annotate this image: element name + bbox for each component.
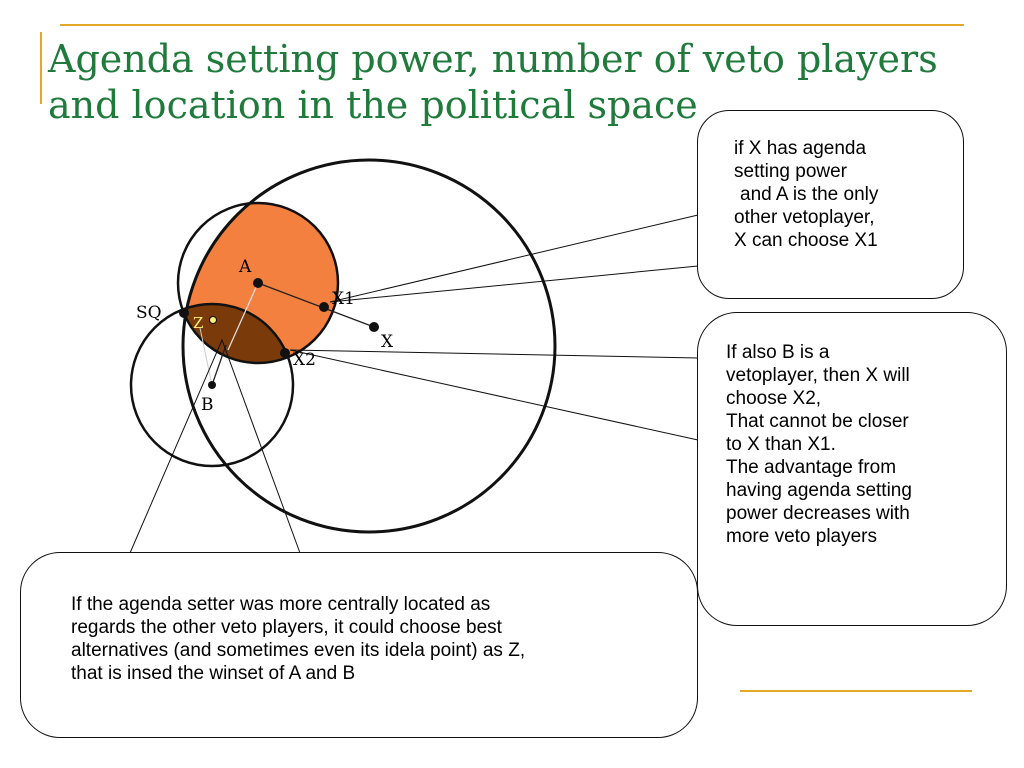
callout-right-line: more veto players [726, 526, 878, 547]
callout-bottom-line: alternatives (and sometimes even its idela point) as Z, [71, 640, 526, 661]
point-x1 [319, 302, 329, 312]
callout-right-line: If also B is a [726, 342, 830, 363]
callout-right-line: That cannot be closer [726, 411, 909, 432]
callout-top-line: X can choose X1 [734, 230, 878, 251]
callout-more-veto-players [697, 312, 1007, 626]
label-x1: X1 [332, 289, 355, 309]
callout-central-agenda-setter [20, 552, 698, 738]
label-x2: X2 [293, 350, 316, 370]
callout-bottom-line: If the agenda setter was more centrally located as [71, 594, 491, 615]
label-sq: SQ [136, 303, 162, 323]
callout-agenda-power [697, 110, 964, 299]
label-b: B [201, 395, 214, 415]
point-b [208, 381, 216, 389]
title-line-1: Agenda setting power, number of veto players [48, 37, 938, 81]
callout-right-line: choose X2, [726, 388, 822, 409]
point-z [210, 317, 217, 324]
callout-top-line: other vetoplayer, [734, 207, 875, 228]
title-line-2: and location in the political space [48, 83, 698, 127]
callout-top-line: if X has agenda [734, 138, 867, 159]
callout-right-line: to X than X1. [726, 434, 836, 455]
callout-right-line: The advantage from [726, 457, 897, 478]
point-a [253, 278, 263, 288]
callout-right-line: vetoplayer, then X will [726, 365, 910, 386]
point-sq [179, 308, 189, 318]
callout-bottom-line: regards the other veto players, it could choose best [71, 617, 502, 638]
point-x2 [280, 348, 290, 358]
label-x: X [381, 332, 394, 352]
pointer-right-callout [290, 350, 698, 440]
pointer-bottom-callout [130, 340, 300, 553]
label-z: Z [193, 314, 204, 332]
callout-right-line: having agenda setting [726, 480, 912, 501]
label-a: A [239, 257, 252, 277]
point-x [369, 322, 379, 332]
callout-top-line: and A is the only [740, 184, 879, 205]
callout-right-line: power decreases with [726, 503, 910, 524]
callout-bottom-line: that is insed the winset of A and B [71, 663, 356, 684]
callout-top-line: setting power [734, 161, 848, 182]
